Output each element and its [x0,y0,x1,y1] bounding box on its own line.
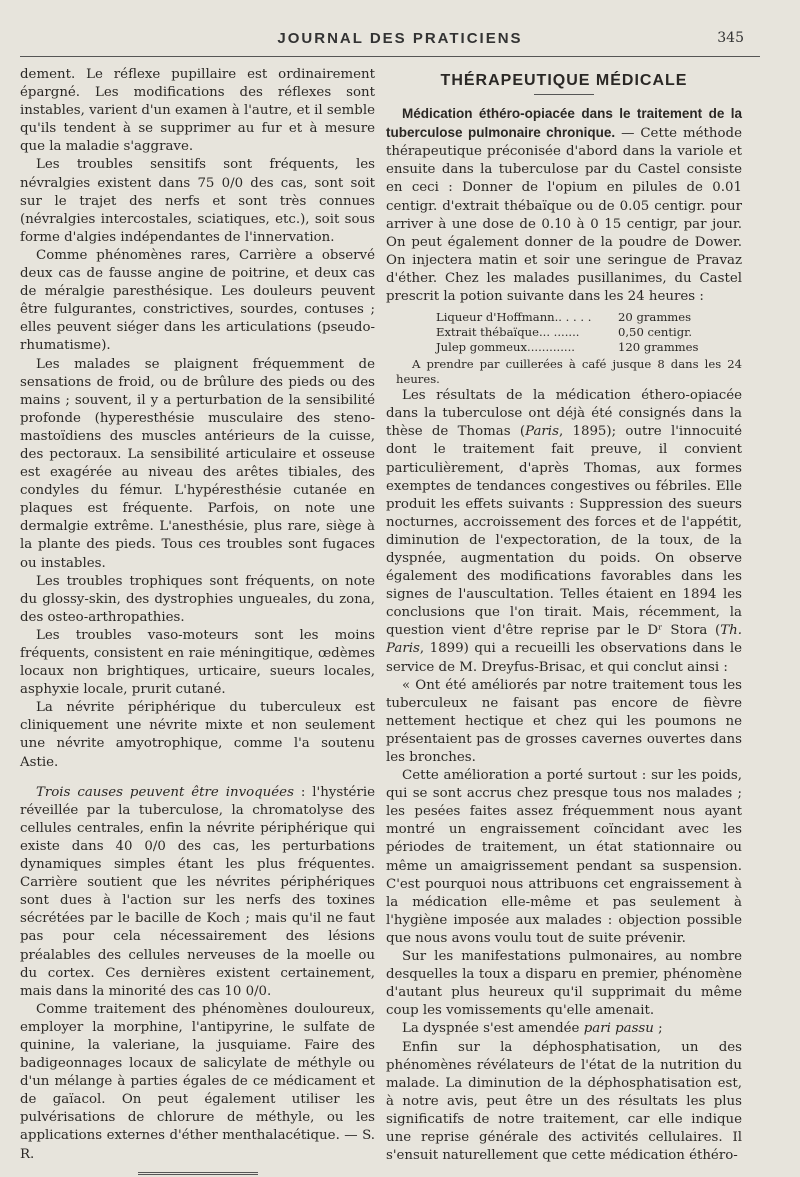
paragraph: Les malades se plaignent fréquemment de sensations de froid, ou de brûlure des pieds ou des mains ; souvent, il y a perturbation de la sensibilité profonde (hyperesthésie musculaire des steno-mastoïdiens des muscles antérieurs de la cuisse, des pectoraux. La sensibilité articulaire et osseuse est exagérée au niveau des arêtes tibiales, des condyles du fémur. L'hypéresthésie cutanée en plaques est fréquente. Parfois, on note une dermalgie extrême. L'anesthésie, plus rare, siège à la plante des pieds. Tous ces troubles sont fugaces ou instables. [20,356,375,571]
italic-phrase: pari passu [583,1021,654,1037]
paragraph: La névrite périphérique du tuberculeux est cliniquement une névrite mixte et non seulement une névrite amyotrophique, comme l'a soutenu Astie. [20,700,375,770]
paragraph: Comme phénomènes rares, Carrière a observé deux cas de fausse angine de poitrine, et deux cas de méralgie paresthésique. Les douleurs peuvent être fulgurantes, constrictives, sourdes, contuses ; elles peuvent siéger dans les articulations (pseudo-rhumatisme). [20,247,375,354]
formula-row [436,325,742,340]
citation: Th. Paris [386,623,742,657]
section-rule [534,94,594,95]
paragraph: « Ont été améliorés par notre traitement tous les tuberculeux ne faisant pas encore de fièvre nettement hectique et chez qui les poumons ne présentaient pas de grosses cavernes ouvertes dans les bronches. [386,677,742,765]
paragraph: Les troubles vaso-moteurs sont les moins fréquents, consistent en raie méningitique, œdèmes locaux non brightiques, urticaire, sueurs locales, asphyxie locale, prurit cutané. [20,627,375,698]
article-title: Médication éthéro-opiacée dans le traitement de la tuberculose pulmonaire chronique. [386,106,742,141]
paragraph: Enfin sur la déphosphatisation, un des phénomènes révélateurs de l'état de la nutrition du malade. La diminution de la déphosphatisation est, à notre avis, peut être un des résultats les plus significatifs de notre traitement, car elle indique une reprise générale des activités cellulaires. Il s'ensuit naturellement que cette médication éthéro- [386,1039,742,1164]
paragraph-text: — Cette méthode thérapeutique préconisée d'abord dans la variole et ensuite dans la tuberculose par du Castel consiste en ceci : Donner de l'opium en pilules de 0.01 centigr. d'extrait thébaïque ou de 0.05 centigr. pour arriver à une dose de 0.10 à 0 15 centigr, par jour. On peut également donner de la poudre de Dower. On injectera matin et soir une seringue de Pravaz d'éther. Chez les malades pusillanimes, du Castel prescrit la potion suivante dans les 24 heures : [386,126,742,305]
right-column [386,66,742,1165]
paragraph-text: Les résultats de la médication éthero-opiacée dans la tuberculose ont déjà été consignés dans la thèse de Thomas ( [386,388,742,440]
paragraph [386,1020,742,1038]
paragraph-text: ; [653,1021,663,1037]
formula-ingredient: Julep gommeux............. [436,340,575,355]
paragraph [386,105,742,306]
italic-lead: Trois causes peuvent être invoquées [36,784,294,800]
paragraph: dement. Le réflexe pupillaire est ordinairement épargné. Les modifications des réflexes sont instables, varient d'un examen à l'autre, et il semble qu'ils tendent à se supprimer au fur et à mesure que la maladie s'aggrave. [20,67,375,155]
paragraph-text: La dyspnée s'est amendée [402,1021,584,1037]
left-column [20,66,375,1177]
page-header [0,0,800,58]
formula-ingredient: Extrait thébaïque... ....... [436,325,580,340]
formula-note: A prendre par cuillerées à café jusque 8 dans les 24 heures. [396,357,742,387]
end-rule [138,1172,258,1177]
paragraph: Sur les manifestations pulmonaires, au nombre desquelles la toux a disparu en premier, phénomène d'autant plus heureux qu'il supprimait du même coup les vomissements qu'elle amenait. [386,949,742,1019]
section-heading: THÉRAPEUTIQUE MÉDICALE [440,72,688,89]
paragraph: Les troubles sensitifs sont fréquents, les névralgies existent dans 75 0/0 des cas, sont soit sur le trajet des nerfs et sont très connues (névralgies intercostales, sciatiques, etc.), soit sous forme d'algies indépendantes de l'innervation. [20,157,375,245]
journal-title: JOURNAL DES PRATICIENS [277,30,523,47]
paragraph: Comme traitement des phénomènes douloureux, employer la morphine, l'antipyrine, le sulfate de quinine, la valeriane, la jusquiame. Faire des badigeonnages locaux de salicylate de méthyle ou d'un mélange à parties égales de ce médicament et de gaïacol. On peut également utiliser les pulvérisations de chlorure de méthyle, ou les applications externes d'éther menthalacétique. — S. R. [20,1001,375,1162]
paragraph [386,387,742,677]
paragraph-text: , 1899) qui a recueilli les observations dans le service de M. Dreyfus-Brisac, et qui conclut ainsi : [386,641,742,675]
formula-quantity: 20 grammes [618,310,692,325]
formula-ingredient: Liqueur d'Hoffmann.. . . . . [436,310,592,325]
paragraph-text: , 1895); outre l'innocuité dont le traitement fait preuve, il convient particulièrement, d'après Thomas, aux formes exemptes de tendances congestives ou fébriles. Elle produit les effets suivants : Suppression des sueurs nocturnes, accroissement des forces et de l'appétit, diminution de l'expectoration, de la toux, de la dyspnée, augmentation du poids. On observe également des modifications favorables dans les signes de l'auscultation. Telles étaient en 1894 les conclusions que l'on tirait. Mais, récemment, la question vient d'être reprise par le Dʳ Stora ( [386,424,742,639]
paragraph [20,784,375,1001]
page-number: 345 [717,30,744,46]
formula-quantity: 0,50 centigr. [618,325,693,340]
paragraph-text: : l'hystérie réveillée par la tuberculose, la chromatolyse des cellules centrales, enfin la névrite périphérique qui existe dans 40 0/0 des cas, les perturbations dynamiques simples étant les plus fréquentes. Carrière soutient que les névrites périphériques sont dues à l'action sur les nerfs des toxines sécrétées par le bacille de Koch ; mais qu'il ne faut pas pour cela nécessairement des lésions préalables des cellules nerveuses de la moelle ou du cortex. Ces dernières existent certainement, mais dans la minorité des cas 10 0/0. [20,784,375,999]
formula-row [436,340,742,355]
formula-quantity: 120 grammes [618,340,699,355]
header-rule [20,56,760,57]
prescription-formula [436,310,742,355]
formula-row [436,310,742,325]
citation: Paris [525,424,559,440]
paragraph: Les troubles trophiques sont fréquents, on note du glossy-skin, des dystrophies ungueales, du zona, des osteo-arthropathies. [20,573,375,625]
paragraph: Cette amélioration a porté surtout : sur les poids, qui se sont accrus chez presque tous nos malades ; les pesées faites assez fréquemment nous ayant montré un engraissement coïncidant avec les périodes de traitement, un état stationnaire ou même un amaigrissement pendant sa suspension. C'est pourquoi nous attribuons cet engraissement à la médication elle-même et pas seulement à l'hygiène imposée aux malades : objection possible que nous avons voulu tout de suite prévenir. [386,768,742,946]
